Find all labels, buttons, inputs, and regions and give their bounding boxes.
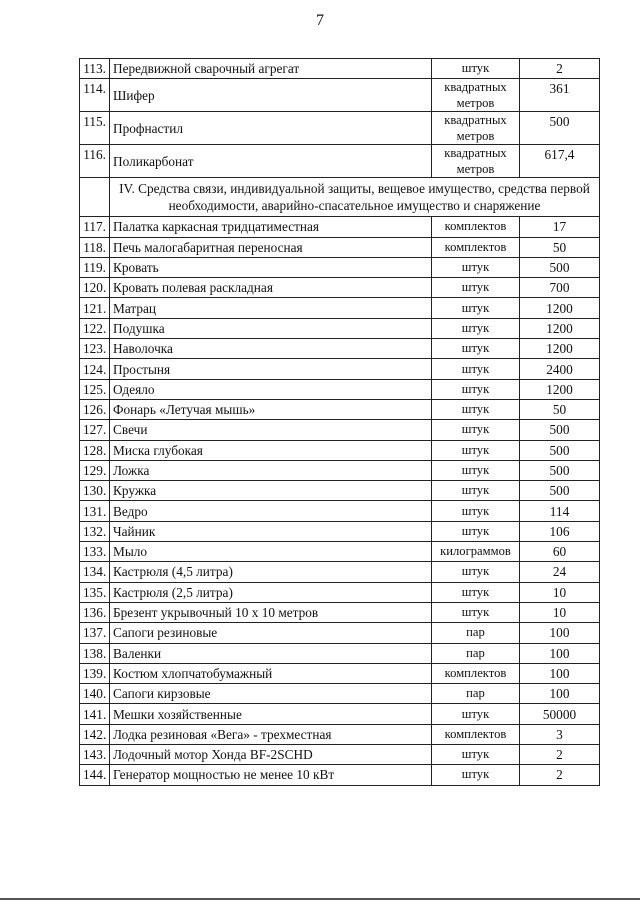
table-row bbox=[80, 501, 600, 521]
table-row bbox=[80, 379, 600, 399]
row-number: 137. bbox=[80, 623, 110, 643]
item-name: Лодка резиновая «Вега» - трехместная bbox=[110, 724, 432, 744]
row-number: 117. bbox=[80, 217, 110, 237]
table-row bbox=[80, 643, 600, 663]
quantity: 2 bbox=[520, 745, 600, 765]
quantity: 10 bbox=[520, 602, 600, 622]
table-row bbox=[80, 542, 600, 562]
row-number: 143. bbox=[80, 745, 110, 765]
table-row bbox=[80, 217, 600, 237]
table-row bbox=[80, 298, 600, 318]
unit: штук bbox=[432, 765, 520, 785]
section-heading-body bbox=[80, 178, 600, 217]
table-row bbox=[80, 562, 600, 582]
table-row bbox=[80, 237, 600, 257]
table-row bbox=[80, 339, 600, 359]
unit: комплектов bbox=[432, 217, 520, 237]
item-name: Сапоги резиновые bbox=[110, 623, 432, 643]
item-name: Кастрюля (2,5 литра) bbox=[110, 582, 432, 602]
item-name: Палатка каркасная тридцатиместная bbox=[110, 217, 432, 237]
unit: штук bbox=[432, 278, 520, 298]
row-number: 127. bbox=[80, 420, 110, 440]
unit: штук bbox=[432, 399, 520, 419]
quantity: 50000 bbox=[520, 704, 600, 724]
unit: килограммов bbox=[432, 542, 520, 562]
unit: квадратных метров bbox=[432, 79, 520, 112]
page-number: 7 bbox=[316, 12, 324, 29]
unit: штук bbox=[432, 257, 520, 277]
quantity: 700 bbox=[520, 278, 600, 298]
row-number: 144. bbox=[80, 765, 110, 785]
quantity: 100 bbox=[520, 643, 600, 663]
quantity: 2 bbox=[520, 765, 600, 785]
quantity: 2400 bbox=[520, 359, 600, 379]
row-number: 113. bbox=[80, 59, 110, 79]
table-row bbox=[80, 481, 600, 501]
quantity: 100 bbox=[520, 663, 600, 683]
table-row bbox=[80, 440, 600, 460]
unit: штук bbox=[432, 359, 520, 379]
table-row bbox=[80, 359, 600, 379]
quantity: 10 bbox=[520, 582, 600, 602]
unit: квадратных метров bbox=[432, 112, 520, 145]
table-row bbox=[80, 745, 600, 765]
quantity: 50 bbox=[520, 237, 600, 257]
item-name: Матрац bbox=[110, 298, 432, 318]
quantity: 500 bbox=[520, 481, 600, 501]
table-row bbox=[80, 582, 600, 602]
row-number: 126. bbox=[80, 399, 110, 419]
item-name: Генератор мощностью не менее 10 кВт bbox=[110, 765, 432, 785]
table-row bbox=[80, 663, 600, 683]
unit: штук bbox=[432, 745, 520, 765]
page-bottom-rule bbox=[0, 898, 640, 900]
item-name: Кружка bbox=[110, 481, 432, 501]
item-name: Ведро bbox=[110, 501, 432, 521]
table-row bbox=[80, 420, 600, 440]
row-number: 125. bbox=[80, 379, 110, 399]
unit: штук bbox=[432, 298, 520, 318]
section-number-cell bbox=[80, 178, 110, 217]
row-number: 136. bbox=[80, 602, 110, 622]
item-name: Подушка bbox=[110, 318, 432, 338]
row-number: 134. bbox=[80, 562, 110, 582]
unit: квадратных метров bbox=[432, 145, 520, 178]
quantity: 500 bbox=[520, 420, 600, 440]
section-heading: IV. Средства связи, индивидуальной защиты, вещевое имущество, средства первой необходимости, аварийно-спасательное имущество и снаряжение bbox=[110, 178, 600, 217]
row-number: 115. bbox=[80, 112, 110, 145]
item-name: Шифер bbox=[110, 79, 432, 112]
row-number: 131. bbox=[80, 501, 110, 521]
row-number: 141. bbox=[80, 704, 110, 724]
unit: штук bbox=[432, 481, 520, 501]
row-number: 119. bbox=[80, 257, 110, 277]
quantity: 1200 bbox=[520, 318, 600, 338]
quantity: 617,4 bbox=[520, 145, 600, 178]
unit: штук bbox=[432, 59, 520, 79]
unit: комплектов bbox=[432, 663, 520, 683]
table-body-top bbox=[80, 59, 600, 178]
unit: штук bbox=[432, 379, 520, 399]
table-row bbox=[80, 145, 600, 178]
item-name: Миска глубокая bbox=[110, 440, 432, 460]
unit: штук bbox=[432, 582, 520, 602]
item-name: Профнастил bbox=[110, 112, 432, 145]
table-row bbox=[80, 59, 600, 79]
unit: штук bbox=[432, 562, 520, 582]
item-name: Чайник bbox=[110, 521, 432, 541]
row-number: 120. bbox=[80, 278, 110, 298]
item-name: Наволочка bbox=[110, 339, 432, 359]
quantity: 1200 bbox=[520, 339, 600, 359]
row-number: 138. bbox=[80, 643, 110, 663]
item-name: Передвижной сварочный агрегат bbox=[110, 59, 432, 79]
quantity: 1200 bbox=[520, 379, 600, 399]
item-name: Мешки хозяйственные bbox=[110, 704, 432, 724]
row-number: 123. bbox=[80, 339, 110, 359]
quantity: 500 bbox=[520, 112, 600, 145]
table-row bbox=[80, 460, 600, 480]
item-name: Печь малогабаритная переносная bbox=[110, 237, 432, 257]
row-number: 128. bbox=[80, 440, 110, 460]
unit: штук bbox=[432, 440, 520, 460]
quantity: 100 bbox=[520, 684, 600, 704]
table-row bbox=[80, 257, 600, 277]
quantity: 361 bbox=[520, 79, 600, 112]
unit: комплектов bbox=[432, 724, 520, 744]
table-row bbox=[80, 399, 600, 419]
row-number: 142. bbox=[80, 724, 110, 744]
quantity: 1200 bbox=[520, 298, 600, 318]
unit: пар bbox=[432, 684, 520, 704]
quantity: 106 bbox=[520, 521, 600, 541]
quantity: 3 bbox=[520, 724, 600, 744]
inventory-table bbox=[79, 58, 600, 786]
table-row bbox=[80, 79, 600, 112]
row-number: 122. bbox=[80, 318, 110, 338]
row-number: 114. bbox=[80, 79, 110, 112]
row-number: 139. bbox=[80, 663, 110, 683]
row-number: 133. bbox=[80, 542, 110, 562]
item-name: Одеяло bbox=[110, 379, 432, 399]
unit: штук bbox=[432, 339, 520, 359]
item-name: Кровать bbox=[110, 257, 432, 277]
table-row bbox=[80, 521, 600, 541]
row-number: 132. bbox=[80, 521, 110, 541]
item-name: Костюм хлопчатобумажный bbox=[110, 663, 432, 683]
unit: штук bbox=[432, 420, 520, 440]
table-row bbox=[80, 318, 600, 338]
quantity: 500 bbox=[520, 440, 600, 460]
unit: штук bbox=[432, 460, 520, 480]
unit: комплектов bbox=[432, 237, 520, 257]
unit: штук bbox=[432, 704, 520, 724]
unit: штук bbox=[432, 501, 520, 521]
quantity: 100 bbox=[520, 623, 600, 643]
table-body-bottom bbox=[80, 217, 600, 785]
row-number: 129. bbox=[80, 460, 110, 480]
table-row bbox=[80, 684, 600, 704]
quantity: 500 bbox=[520, 460, 600, 480]
item-name: Кровать полевая раскладная bbox=[110, 278, 432, 298]
quantity: 500 bbox=[520, 257, 600, 277]
row-number: 130. bbox=[80, 481, 110, 501]
table-row bbox=[80, 704, 600, 724]
table-row bbox=[80, 278, 600, 298]
item-name: Ложка bbox=[110, 460, 432, 480]
item-name: Кастрюля (4,5 литра) bbox=[110, 562, 432, 582]
table-row bbox=[80, 765, 600, 785]
table-row bbox=[80, 724, 600, 744]
table-row bbox=[80, 623, 600, 643]
unit: штук bbox=[432, 318, 520, 338]
item-name: Сапоги кирзовые bbox=[110, 684, 432, 704]
section-row bbox=[80, 178, 600, 217]
item-name: Лодочный мотор Хонда BF-2SCHD bbox=[110, 745, 432, 765]
item-name: Простыня bbox=[110, 359, 432, 379]
quantity: 114 bbox=[520, 501, 600, 521]
item-name: Фонарь «Летучая мышь» bbox=[110, 399, 432, 419]
item-name: Валенки bbox=[110, 643, 432, 663]
quantity: 24 bbox=[520, 562, 600, 582]
item-name: Свечи bbox=[110, 420, 432, 440]
unit: штук bbox=[432, 521, 520, 541]
table-row bbox=[80, 602, 600, 622]
row-number: 121. bbox=[80, 298, 110, 318]
row-number: 124. bbox=[80, 359, 110, 379]
unit: пар bbox=[432, 643, 520, 663]
item-name: Брезент укрывочный 10 х 10 метров bbox=[110, 602, 432, 622]
item-name: Поликарбонат bbox=[110, 145, 432, 178]
item-name: Мыло bbox=[110, 542, 432, 562]
row-number: 116. bbox=[80, 145, 110, 178]
quantity: 60 bbox=[520, 542, 600, 562]
unit: пар bbox=[432, 623, 520, 643]
quantity: 50 bbox=[520, 399, 600, 419]
row-number: 140. bbox=[80, 684, 110, 704]
unit: штук bbox=[432, 602, 520, 622]
quantity: 17 bbox=[520, 217, 600, 237]
quantity: 2 bbox=[520, 59, 600, 79]
row-number: 118. bbox=[80, 237, 110, 257]
row-number: 135. bbox=[80, 582, 110, 602]
table-row bbox=[80, 112, 600, 145]
